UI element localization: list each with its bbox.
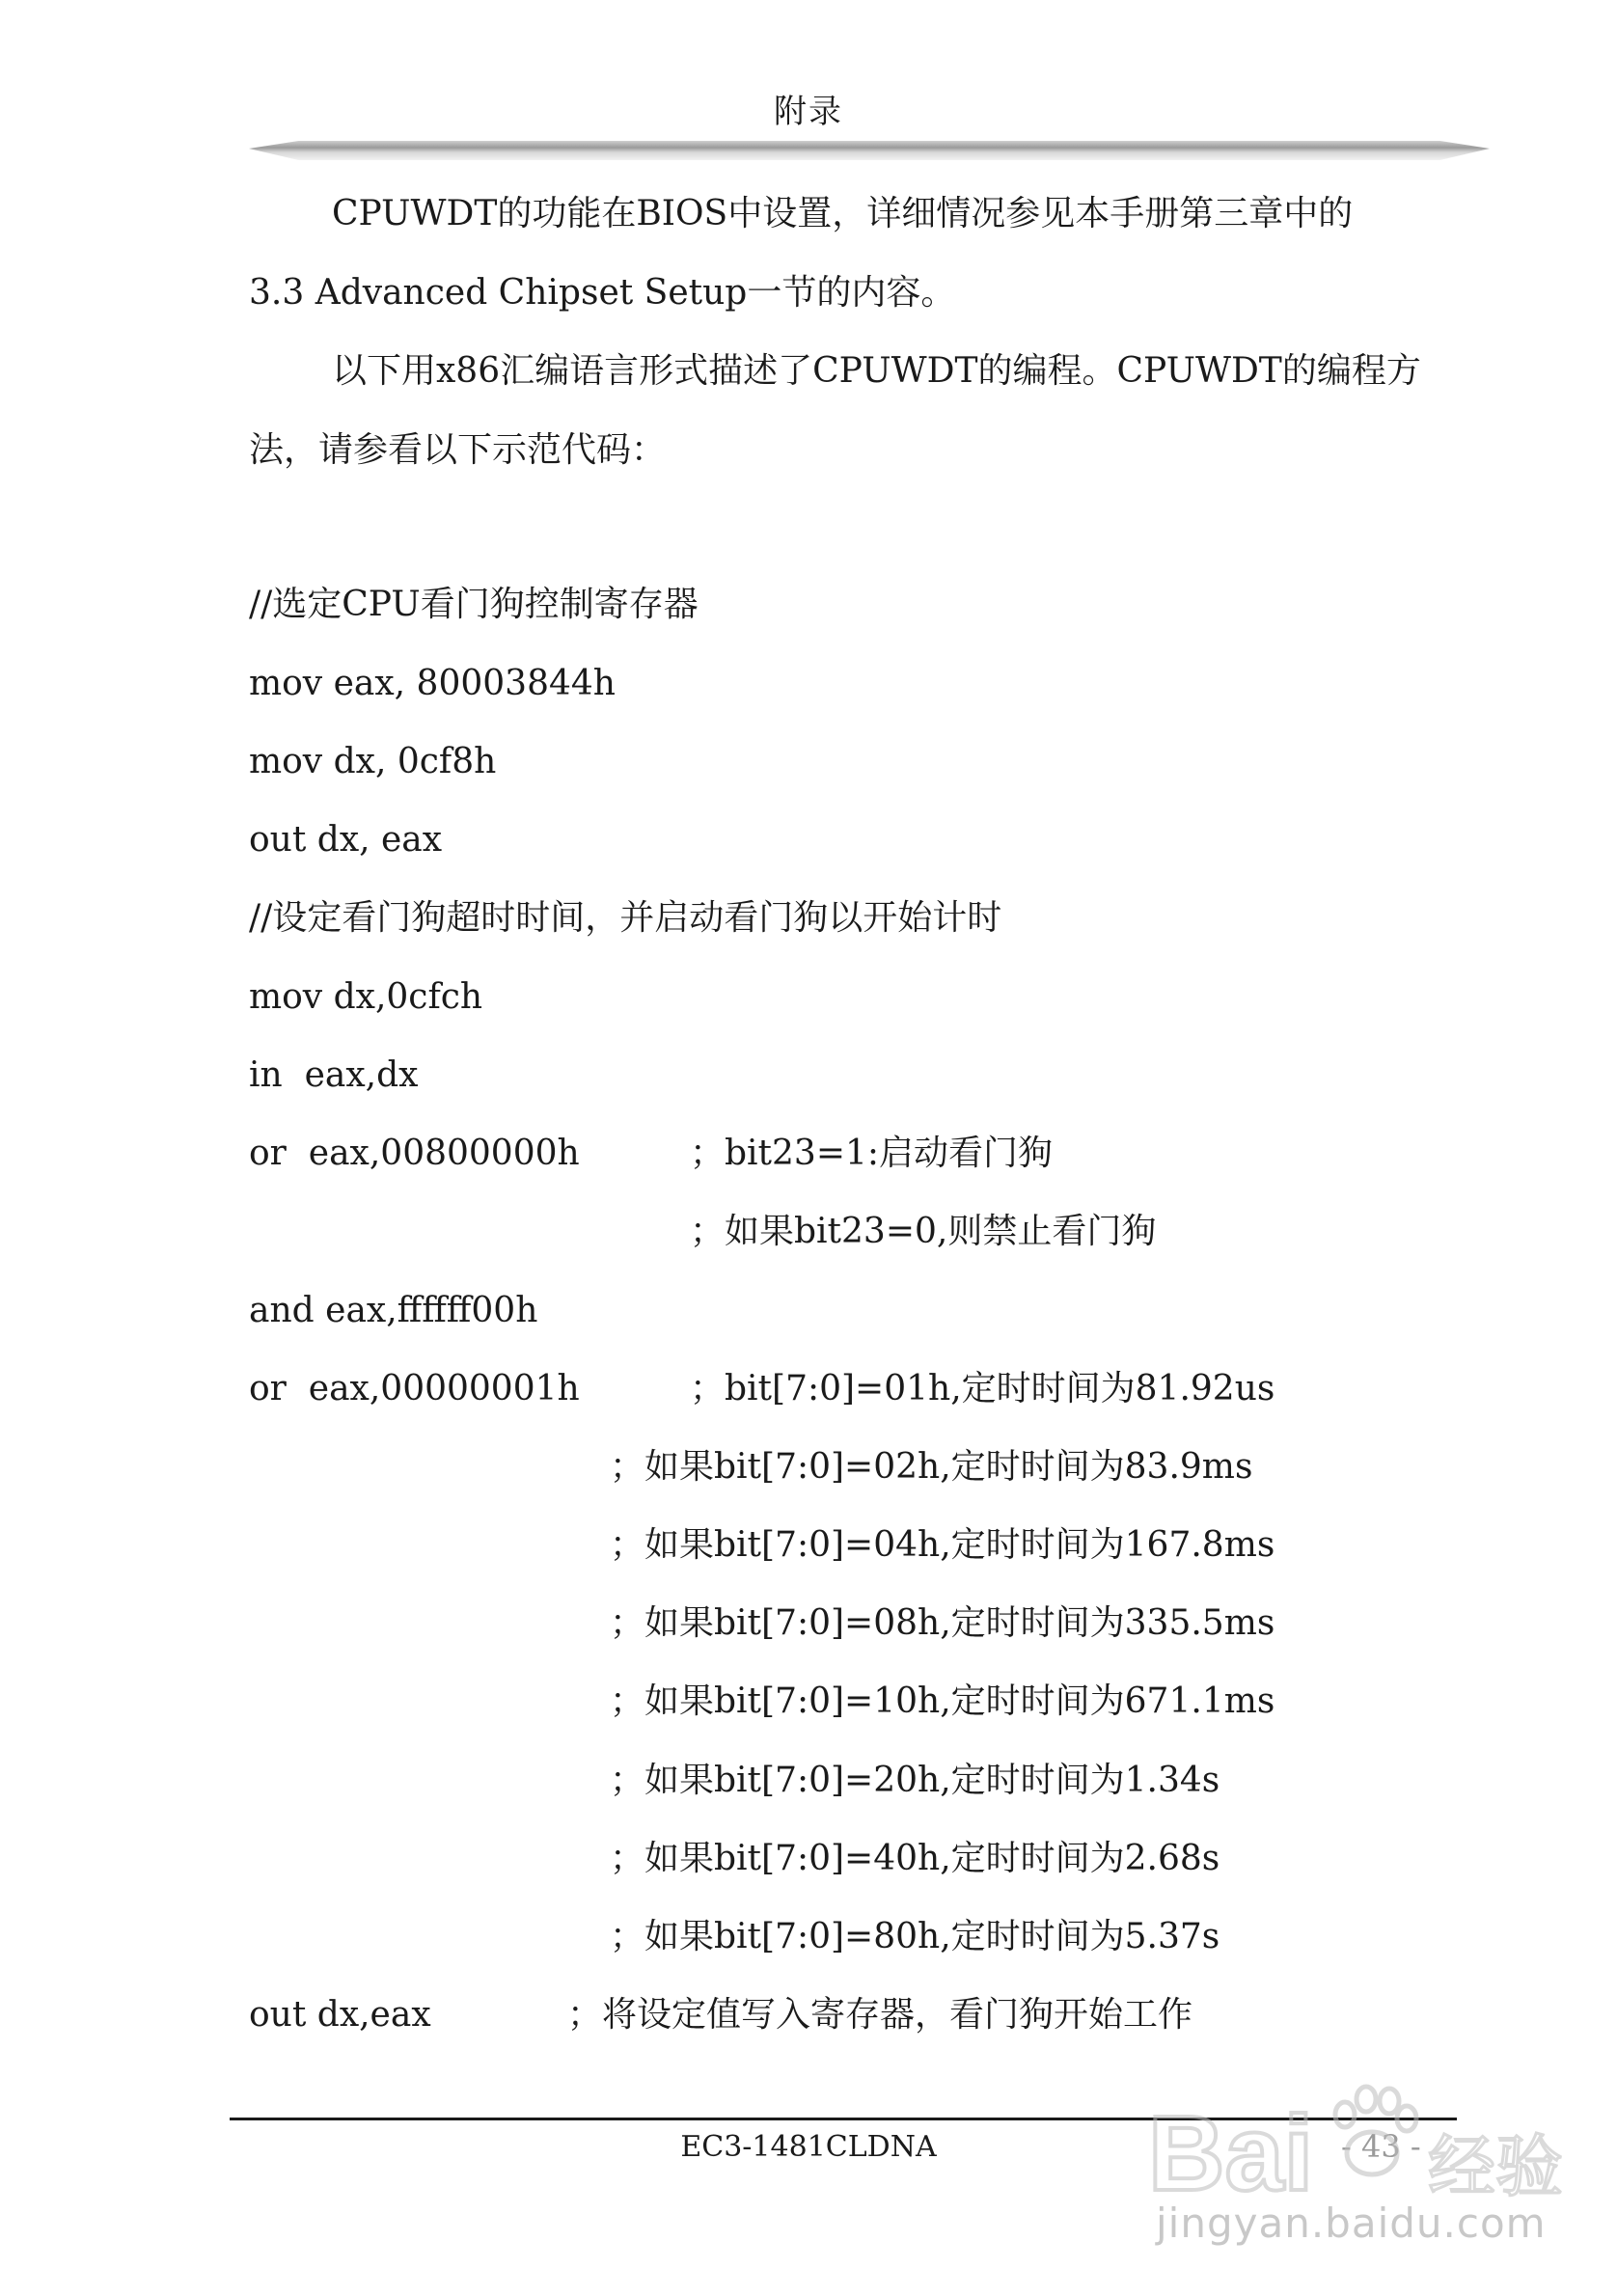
body-paragraph-1: CPUWDT的功能在BIOS中设置，详细情况参见本手册第三章中的 <box>332 194 1354 233</box>
code-annotation: ；如果bit[7:0]=40h,定时时间为2.68s <box>610 1839 1220 1878</box>
code-annotation: ；bit23=1:启动看门狗 <box>690 1134 1054 1173</box>
code-line: out dx,eax <box>249 1995 431 2035</box>
code-annotation: ；bit[7:0]=01h,定时时间为81.92us <box>690 1369 1275 1408</box>
footer-model: EC3-1481CLDNA <box>680 2130 937 2164</box>
footer-page-number: - 43 - <box>1341 2128 1421 2165</box>
code-annotation: ；如果bit[7:0]=04h,定时时间为167.8ms <box>610 1525 1275 1565</box>
code-annotation: ；如果bit[7:0]=20h,定时时间为1.34s <box>610 1761 1220 1800</box>
code-comment: //选定CPU看门狗控制寄存器 <box>249 585 699 624</box>
paw-icon <box>1335 2087 1416 2174</box>
code-annotation: ；将设定值写入寄存器，看门狗开始工作 <box>567 1995 1193 2035</box>
code-line: in eax,dx <box>249 1055 419 1095</box>
code-line: and eax,ffffff00h <box>249 1291 538 1330</box>
header-rule <box>249 141 1490 160</box>
code-line: or eax,00800000h <box>249 1134 580 1173</box>
code-line: or eax,00000001h <box>249 1369 580 1408</box>
watermark-brand-cn: 经验 <box>1428 2127 1563 2206</box>
watermark-brand: Bai <box>1148 2094 1314 2213</box>
code-annotation: ；如果bit[7:0]=02h,定时时间为83.9ms <box>610 1447 1253 1487</box>
code-annotation: ；如果bit[7:0]=10h,定时时间为671.1ms <box>610 1681 1275 1721</box>
code-annotation: ；如果bit[7:0]=80h,定时时间为5.37s <box>610 1917 1220 1956</box>
code-line: out dx, eax <box>249 820 443 860</box>
body-paragraph-2-cont: 法，请参看以下示范代码： <box>249 430 667 470</box>
body-paragraph-2: 以下用x86汇编语言形式描述了CPUWDT的编程。CPUWDT的编程方 <box>332 351 1421 391</box>
watermark-url: jingyan.baidu.com <box>1156 2200 1547 2247</box>
code-line: mov dx, 0cf8h <box>249 742 497 781</box>
page-header: 附录 <box>774 93 843 131</box>
code-annotation: ；如果bit23=0,则禁止看门狗 <box>690 1212 1157 1251</box>
body-paragraph-1-cont: 3.3 Advanced Chipset Setup一节的内容。 <box>249 273 956 313</box>
code-line: mov dx,0cfch <box>249 977 483 1017</box>
code-line: mov eax, 80003844h <box>249 664 616 703</box>
code-comment: //设定看门狗超时时间，并启动看门狗以开始计时 <box>249 898 1002 938</box>
code-annotation: ；如果bit[7:0]=08h,定时时间为335.5ms <box>610 1603 1275 1643</box>
